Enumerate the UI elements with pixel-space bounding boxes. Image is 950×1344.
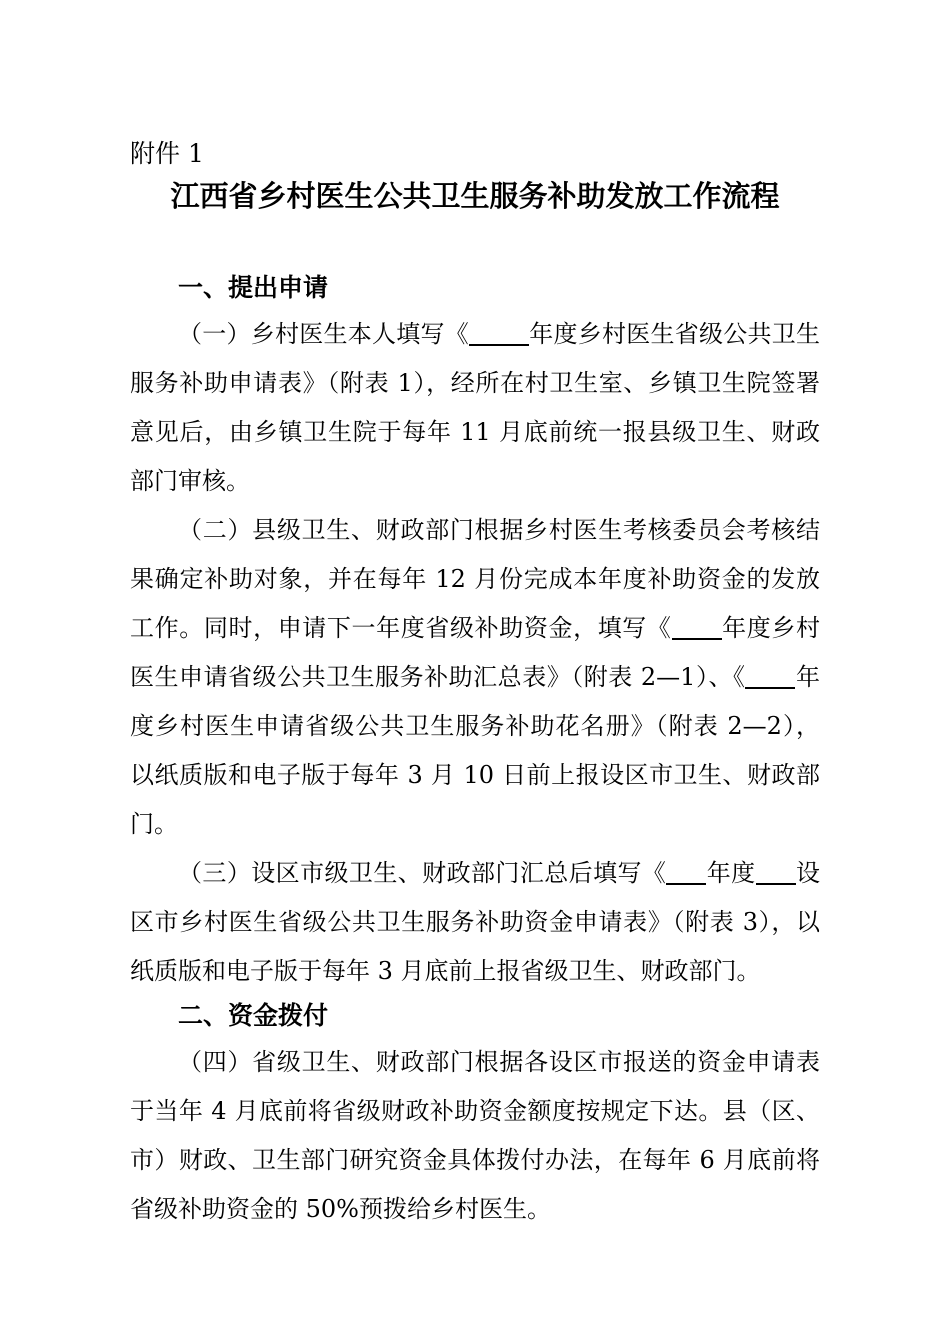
paragraph-line: 意见后，由乡镇卫生院于每年 11 月底前统一报县级卫生、财政 xyxy=(130,418,820,446)
fill-in-blank xyxy=(672,616,722,640)
section-heading-funding: 二、资金拨付 xyxy=(178,1001,329,1030)
line-text: 年 xyxy=(795,663,820,691)
paragraph-line: （二）县级卫生、财政部门根据乡村医生考核委员会考核结 xyxy=(178,516,820,544)
line-text: 医生申请省级公共卫生服务补助汇总表》（附表 2—1）、《 xyxy=(130,663,746,691)
paragraph-line: 市）财政、卫生部门研究资金具体拨付办法，在每年 6 月底前将 xyxy=(130,1146,820,1174)
paragraph-line xyxy=(178,857,820,889)
line-text: 设 xyxy=(795,859,821,887)
document-title: 江西省乡村医生公共卫生服务补助发放工作流程 xyxy=(170,179,780,213)
line-text: （一）乡村医生本人填写《 xyxy=(178,320,469,348)
fill-in-blank xyxy=(756,861,796,885)
paragraph-line: 门。 xyxy=(130,810,178,838)
fill-in-blank xyxy=(666,861,706,885)
paragraph-line: （四）省级卫生、财政部门根据各设区市报送的资金申请表 xyxy=(178,1048,820,1076)
paragraph-line xyxy=(130,612,820,644)
line-text: 工作。同时，申请下一年度省级补助资金，填写《 xyxy=(130,614,672,642)
line-text: 年度乡村 xyxy=(721,614,821,642)
paragraph-line: 纸质版和电子版于每年 3 月底前上报省级卫生、财政部门。 xyxy=(130,957,761,985)
paragraph-line: 服务补助申请表》（附表 1），经所在村卫生室、乡镇卫生院签署 xyxy=(130,369,820,397)
paragraph-line: 区市乡村医生省级公共卫生服务补助资金申请表》（附表 3），以 xyxy=(130,908,820,936)
paragraph-line: 于当年 4 月底前将省级财政补助资金额度按规定下达。县（区、 xyxy=(130,1097,820,1125)
fill-in-blank xyxy=(469,322,529,346)
line-text: 年度乡村医生省级公共卫生 xyxy=(529,320,820,348)
line-text: 年度 xyxy=(706,859,756,887)
line-text: （三）设区市级卫生、财政部门汇总后填写《 xyxy=(178,859,667,887)
paragraph-line: 度乡村医生申请省级公共卫生服务补助花名册》（附表 2—2）， xyxy=(130,712,820,740)
attachment-label: 附件 1 xyxy=(130,139,204,168)
paragraph-line xyxy=(178,318,820,350)
paragraph-line: 以纸质版和电子版于每年 3 月 10 日前上报设区市卫生、财政部 xyxy=(130,761,820,789)
paragraph-line: 省级补助资金的 50%预拨给乡村医生。 xyxy=(130,1195,551,1223)
fill-in-blank xyxy=(745,665,795,689)
paragraph-line xyxy=(130,661,820,693)
paragraph-line: 果确定补助对象，并在每年 12 月份完成本年度补助资金的发放 xyxy=(130,565,820,593)
paragraph-line: 部门审核。 xyxy=(130,467,250,495)
section-heading-apply: 一、提出申请 xyxy=(178,273,329,302)
